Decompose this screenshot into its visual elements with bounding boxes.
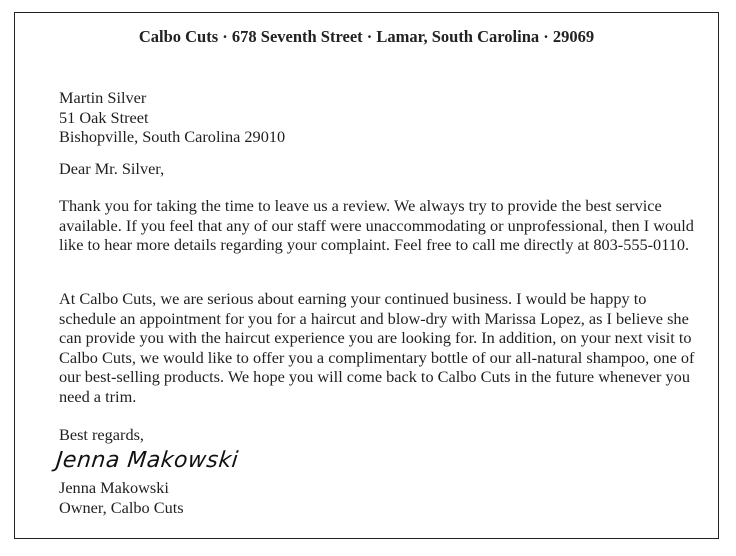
- recipient-city-state-zip: Bishopville, South Carolina 29010: [59, 127, 286, 146]
- recipient-address: [59, 88, 704, 147]
- body-paragraph-2: At Calbo Cuts, we are serious about earning your continued business. I would be happy to schedule an appointment for you for a haircut and blow-dry with Marissa Lopez, as I believe she can provide you with the haircut experience you are looking for. In addition, on your next visit to Calbo Cuts, we would like to offer you a complimentary bottle of our all-natural shampoo, one of our best-selling products. We hope you will come back to Calbo Cuts in the future whenever you need a trim.: [59, 289, 695, 406]
- sender-title: Owner, Calbo Cuts: [59, 497, 184, 517]
- letter-page: [14, 12, 719, 539]
- closing: Best regards,: [59, 425, 144, 444]
- letterhead: Calbo Cuts · 678 Seventh Street · Lamar, South Carolina · 29069: [138, 27, 595, 46]
- sender-signoff: [59, 478, 704, 517]
- sender-name: Jenna Makowski: [59, 478, 169, 497]
- handwritten-signature: Jenna Makowski: [54, 448, 240, 473]
- body-paragraph-1: Thank you for taking the time to leave us a review. We always try to provide the best service available. If you feel that any of our staff were unaccommodating or unprofessional, then I would like to hear more details regarding your complaint. Feel free to call me directly at 803-555-0110.: [59, 196, 694, 254]
- recipient-street: 51 Oak Street: [59, 107, 149, 127]
- salutation: Dear Mr. Silver,: [59, 159, 165, 178]
- recipient-name: Martin Silver: [59, 88, 147, 107]
